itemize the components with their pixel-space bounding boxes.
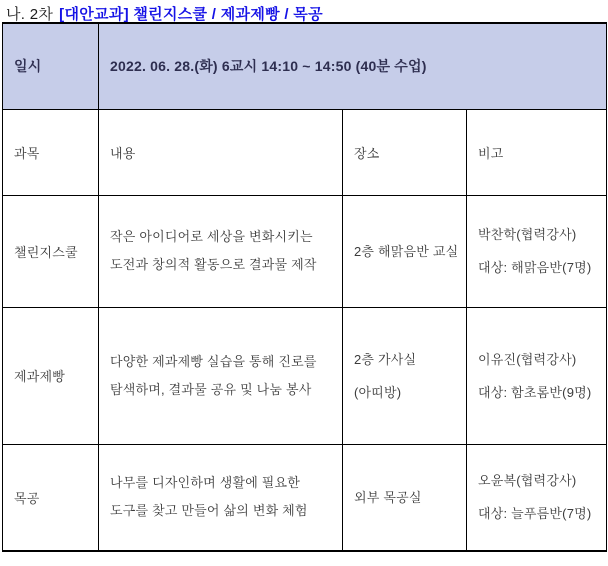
datetime-value: 2022. 06. 28.(화) 6교시 14:10 ~ 14:50 (40분 수업) <box>99 23 607 109</box>
content-line: 다양한 제과제빵 실습을 통해 진로를 <box>110 353 317 369</box>
datetime-row <box>3 23 607 109</box>
location-cell <box>343 444 467 551</box>
table-row <box>3 307 607 444</box>
datetime-label: 일시 <box>3 23 99 109</box>
location-line: 외부 목공실 <box>354 489 422 505</box>
content-line: 도전과 창의적 활동으로 결과물 제작 <box>110 257 317 272</box>
subject-cell: 목공 <box>3 444 99 551</box>
column-header-note: 비고 <box>467 109 607 195</box>
content-line: 탐색하며, 결과물 공유 및 나눔 봉사 <box>110 381 312 397</box>
table-row <box>3 444 607 551</box>
column-header-location: 장소 <box>343 109 467 195</box>
subject-cell: 제과제빵 <box>3 307 99 444</box>
location-cell <box>343 195 467 307</box>
section-title <box>6 3 323 24</box>
note-line: 박찬학(협력강사) <box>478 227 577 242</box>
note-line: 대상: 해맑음반(7명) <box>478 260 592 275</box>
note-cell <box>467 195 607 307</box>
subject-cell: 챌린지스쿨 <box>3 195 99 307</box>
content-cell <box>99 195 343 307</box>
note-cell <box>467 444 607 551</box>
location-cell <box>343 307 467 444</box>
column-header-subject: 과목 <box>3 109 99 195</box>
column-header-row <box>3 109 607 195</box>
schedule-table <box>2 22 607 552</box>
content-line: 작은 아이디어로 세상을 변화시키는 <box>110 229 313 244</box>
location-line: (아띠방) <box>354 384 402 400</box>
content-line: 도구를 찾고 만들어 삶의 변화 체험 <box>110 503 308 519</box>
note-line: 이유진(협력강사) <box>478 351 577 367</box>
note-line: 대상: 늘푸름반(7명) <box>478 506 592 522</box>
location-line: 2층 가사실 <box>354 351 417 367</box>
section-title-highlight: [대안교과] 챌린지스쿨 / 제과제빵 / 목공 <box>59 6 323 23</box>
table-row <box>3 195 607 307</box>
content-cell <box>99 444 343 551</box>
note-line: 대상: 함초롬반(9명) <box>478 384 592 400</box>
location-line: 2층 해맑음반 교실 <box>354 243 459 259</box>
column-header-content: 내용 <box>99 109 343 195</box>
content-line: 나무를 디자인하며 생활에 필요한 <box>110 475 301 491</box>
content-cell <box>99 307 343 444</box>
note-line: 오윤복(협력강사) <box>478 473 577 489</box>
section-title-prefix: 나. 2차 <box>6 6 54 23</box>
note-cell <box>467 307 607 444</box>
